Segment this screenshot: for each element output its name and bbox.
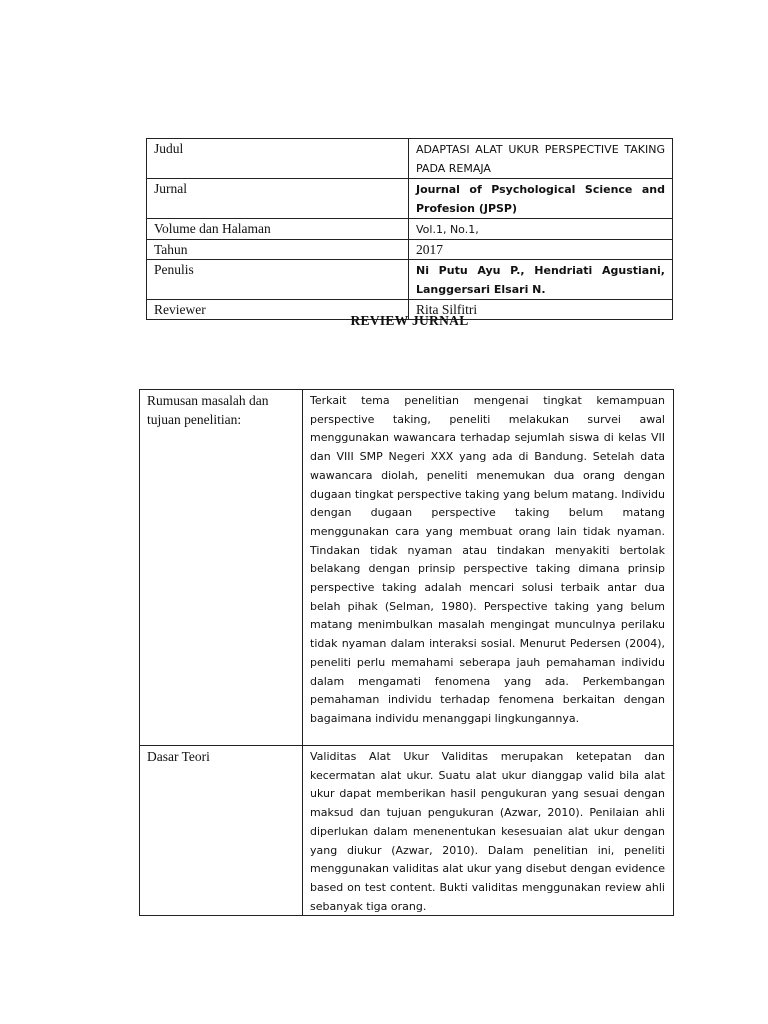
info-value-authors: Ni Putu Ayu P., Hendriati Agustiani, Langgersari Elsari N.	[409, 260, 673, 300]
review-text-rumusan: Terkait tema penelitian mengenai tingkat kemampuan perspective taking, peneliti melakukan survei awal menggunakan wawancara terhadap sejumlah siswa di kelas VII dan VIII SMP Negeri XXX yang ada di Bandung. Setelah data wawancara diolah, peneliti menemukan dua orang dengan dugaan tingkat perspective taking yang belum matang. Individu dengan dugaan perspective taking belum matang menggunakan cara yang membuat orang lain tidak nyaman. Tindakan tidak nyaman atau tindakan menyakiti bertolak belakang dengan prinsip perspective taking dimana prinsip perspective taking adalah mencari solusi terbaik antar dua belah pihak (Selman, 1980). Perspective taking yang belum matang menimbulkan masalah mengingat munculnya perilaku tidak nyaman dalam interaksi sosial. Menurut Pedersen (2004), peneliti perlu memahami seberapa jauh pemahaman individu dalam mengamati fenomena yang ada. Perkembangan pemahaman individu terhadap fenomena berkaitan dengan bagaimana individu menanggapi lingkungannya.	[303, 390, 674, 746]
info-value-year: 2017	[409, 240, 673, 260]
review-text-teori: Validitas Alat Ukur Validitas merupakan ketepatan dan kecermatan alat ukur. Suatu alat ukur dianggap valid bila alat ukur dapat memberikan hasil pengukuran yang sesuai dengan maksud dan tujuan pengukuran (Azwar, 2010). Penilaian ahli diperlukan dalam menenentukan kesesuaian alat ukur dengan yang diukur (Azwar, 2010). Dalam penelitian ini, peneliti menggunakan validitas alat ukur yang disebut dengan evidence based on test content. Bukti validitas menggunakan review ahli sebanyak tiga orang.	[310, 750, 665, 913]
review-title: REVIEW JURNAL	[350, 313, 469, 328]
review-table	[139, 389, 674, 916]
info-value-title: ADAPTASI ALAT UKUR PERSPECTIVE TAKING PADA REMAJA	[409, 139, 673, 179]
info-row-judul	[147, 139, 673, 179]
review-row-teori	[140, 746, 674, 916]
info-label: Volume dan Halaman	[147, 219, 409, 240]
info-label: Judul	[147, 139, 409, 179]
info-label: Penulis	[147, 260, 409, 300]
info-row-tahun	[147, 240, 673, 260]
journal-info-table	[146, 138, 673, 320]
info-label: Tahun	[147, 240, 409, 260]
review-label: Dasar Teori	[140, 746, 303, 916]
info-value-journal: Journal of Psychological Science and Profesion (JPSP)	[409, 179, 673, 219]
info-value-volume: Vol.1, No.1,	[409, 219, 673, 240]
info-label: Jurnal	[147, 179, 409, 219]
info-value-reviewer: Rita Silfitri	[409, 300, 673, 320]
review-cell-teori	[303, 746, 674, 916]
info-row-penulis	[147, 260, 673, 300]
info-row-volume	[147, 219, 673, 240]
info-label: Reviewer	[147, 300, 409, 320]
info-row-jurnal	[147, 179, 673, 219]
review-label: Rumusan masalah dan tujuan penelitian:	[140, 390, 303, 746]
review-row-rumusan	[140, 390, 674, 746]
